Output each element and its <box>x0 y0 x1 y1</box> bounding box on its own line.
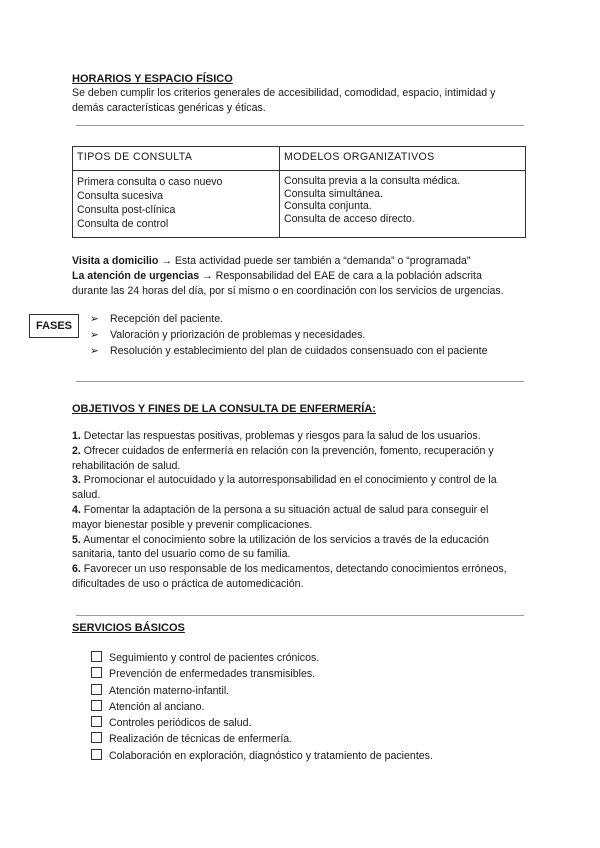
checkbox-icon[interactable] <box>91 700 102 711</box>
modelo-item: Consulta simultánea. <box>284 187 383 200</box>
modelo-item: Consulta de acceso directo. <box>284 212 415 225</box>
divider <box>76 615 524 616</box>
servicios-list <box>91 650 433 764</box>
checkbox-icon[interactable] <box>91 684 102 695</box>
tipo-item: Primera consulta o caso nuevo <box>77 176 223 188</box>
urgencias-label: La atención de urgencias <box>72 270 200 282</box>
objective-item: 5. Aumentar el conocimiento sobre la utilización de los servicios a través de la educación sanitaria, tanto del usuario como de su familia. <box>72 533 489 561</box>
checkbox-icon[interactable] <box>91 651 102 662</box>
modelo-item: Consulta previa a la consulta médica. <box>284 175 461 187</box>
list-item: Prevención de enfermedades transmisibles. <box>91 666 433 682</box>
urgencias-line-2: durante las 24 horas del día, por sí mismo o en coordinación con los servicios de urgencias. <box>72 285 504 297</box>
tipo-item: Consulta post-clínica <box>77 204 176 216</box>
arrow-bullet-icon: ➢ <box>90 345 99 357</box>
urgencias-line <box>72 269 532 284</box>
visita-label: Visita a domicilio <box>72 255 159 267</box>
list-item: Controles periódicos de salud. <box>91 715 433 731</box>
checkbox-icon[interactable] <box>91 732 102 743</box>
horarios-line: Se deben cumplir los criterios generales de accesibilidad, comodidad, espacio, intimidad y <box>72 87 496 99</box>
checkbox-icon[interactable] <box>91 749 102 760</box>
list-item: Atención materno-infantil. <box>91 683 433 699</box>
objetivos-list <box>72 429 528 592</box>
checkbox-icon[interactable] <box>91 667 102 678</box>
horarios-line: demás características genéricas y éticas. <box>72 102 266 114</box>
section-title-horarios: HORARIOS Y ESPACIO FÍSICO <box>72 73 233 85</box>
objective-item: 4. Fomentar la adaptación de la persona a su situación actual de salud para conseguir el mayor bienestar posible y prevenir complicaciones. <box>72 503 489 531</box>
table-header-tipos: TIPOS DE CONSULTA <box>73 147 280 171</box>
section-title-objetivos: OBJETIVOS Y FINES DE LA CONSULTA DE ENFERMERÍA: <box>72 403 376 415</box>
modelo-item: Consulta conjunta. <box>284 200 372 212</box>
objective-item: 2. Ofrecer cuidados de enfermería en relación con la prevención, fomento, recuperación y rehabilitación de salud. <box>72 444 494 472</box>
visita-urgencias-block <box>72 254 532 299</box>
objective-item: 6. Favorecer un uso responsable de los medicamentos, detectando conocimientos erróneos, dificultades de uso o práctica de automedicación. <box>72 563 507 590</box>
list-item: Colaboración en exploración, diagnóstico y tratamiento de pacientes. <box>91 748 433 764</box>
list-item: Realización de técnicas de enfermería. <box>91 731 433 747</box>
list-item: ➢ Resolución y establecimiento del plan de cuidados consensuado con el paciente <box>90 345 488 357</box>
horarios-paragraph <box>72 86 495 116</box>
visita-line <box>72 254 532 269</box>
urgencias-text: → Responsabilidad del EAE de cara a la población adscrita <box>202 270 482 282</box>
list-item: Atención al anciano. <box>91 699 433 715</box>
visita-text: → Esta actividad puede ser también a “demanda” o “programada” <box>161 255 471 267</box>
arrow-bullet-icon: ➢ <box>90 313 99 325</box>
table-header-modelos: MODELOS ORGANIZATIVOS <box>280 147 526 171</box>
arrow-bullet-icon: ➢ <box>90 329 99 341</box>
divider <box>76 381 524 382</box>
table-cell-modelos <box>280 171 526 238</box>
tipo-item: Consulta sucesiva <box>77 190 163 202</box>
fases-label-box: FASES <box>29 314 79 338</box>
list-item: Seguimiento y control de pacientes crónicos. <box>91 650 433 666</box>
objective-item: 1. Detectar las respuestas positivas, problemas y riesgos para la salud de los usuarios. <box>72 430 481 442</box>
tipo-item: Consulta de control <box>77 218 169 230</box>
table-cell-tipos <box>73 171 280 238</box>
list-item: ➢ Valoración y priorización de problemas y necesidades. <box>90 329 366 341</box>
objective-item: 3. Promocionar el autocuidado y la autorresponsabilidad en el conocimiento y control de la salud. <box>72 474 497 502</box>
list-item: ➢ Recepción del paciente. <box>90 313 224 325</box>
consulta-table <box>72 146 526 238</box>
section-title-servicios: SERVICIOS BÁSICOS <box>72 622 185 634</box>
checkbox-icon[interactable] <box>91 716 102 727</box>
fases-list <box>90 311 488 359</box>
divider <box>76 125 524 126</box>
